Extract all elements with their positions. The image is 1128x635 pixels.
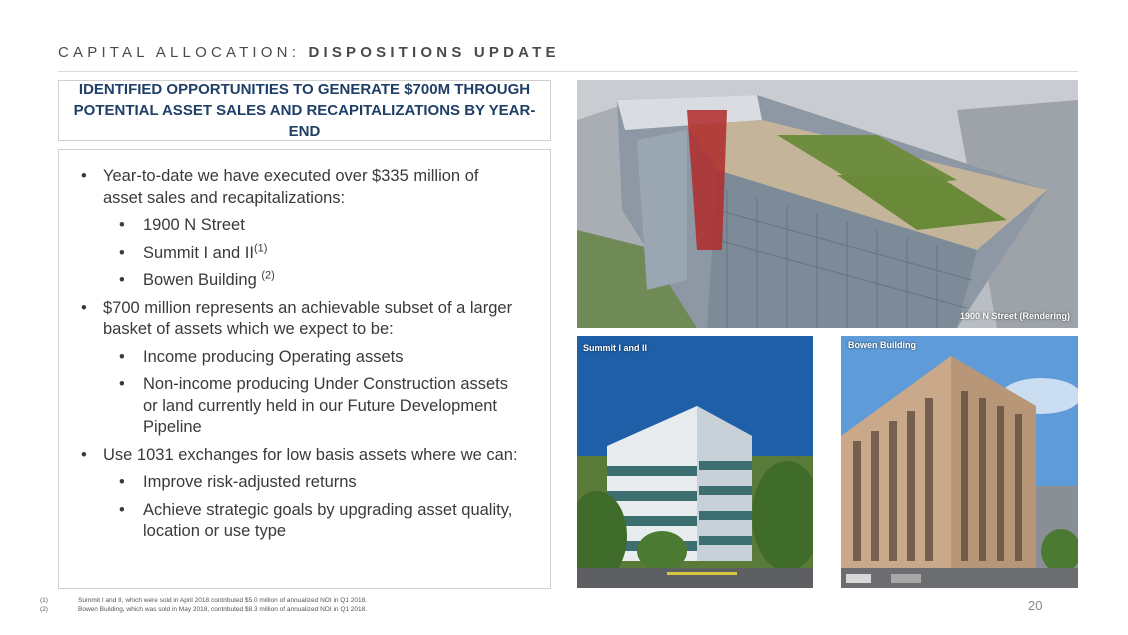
headline-text: IDENTIFIED OPPORTUNITIES TO GENERATE $700M THROUGH POTENTIAL ASSET SALES AND RECAPITALIZATIONS BY YEAR-END xyxy=(73,81,536,140)
bowen-building-image xyxy=(841,336,1078,588)
bullet-bowen-text: Bowen Building xyxy=(143,271,262,289)
footnote-1 xyxy=(40,596,367,605)
footnote-1-number: (1) xyxy=(40,597,48,604)
footnotes xyxy=(40,596,367,614)
footnote-2-text: Bowen Building, which was sold in May 2018, contributed $8.3 million of annualized NOI in Q1 2018. xyxy=(78,606,368,613)
caption-summit: Summit I and II xyxy=(583,343,648,353)
footnote-2-number: (2) xyxy=(40,606,48,613)
bullet-income-producing: • Income producing Operating assets xyxy=(81,347,521,369)
slide-title-prefix: CAPITAL ALLOCATION: xyxy=(58,44,309,61)
bullet-summit xyxy=(81,243,521,265)
bullet-1900-n-street: • 1900 N Street xyxy=(81,215,521,237)
slide-title xyxy=(58,44,560,61)
summit-building-image xyxy=(577,336,813,588)
bullet-list xyxy=(81,166,521,549)
bullet-risk-adjusted: • Improve risk-adjusted returns xyxy=(81,472,521,494)
bullet-bowen xyxy=(81,270,521,292)
footnote-2 xyxy=(40,605,367,614)
caption-bowen: Bowen Building xyxy=(848,340,916,350)
page-number: 20 xyxy=(1028,598,1043,613)
headline-box xyxy=(58,80,551,141)
bullet-strategic-goals: • Achieve strategic goals by upgrading asset quality, location or use type xyxy=(81,500,521,543)
footnote-ref-1: (1) xyxy=(253,242,268,254)
photo-summit xyxy=(577,336,813,588)
photo-bowen xyxy=(841,336,1078,588)
bullet-1031-exchanges: • Use 1031 exchanges for low basis assets where we can: xyxy=(81,445,521,467)
bullet-ytd-executed: • Year-to-date we have executed over $335 million of asset sales and recapitalizations: xyxy=(81,166,521,209)
bullet-non-income-producing: • Non-income producing Under Construction assets or land currently held in our Future Development Pipeline xyxy=(81,374,521,439)
footnote-1-text: Summit I and II, which were sold in April 2018 contributed $5.0 million of annualized NOI in Q1 2018. xyxy=(78,597,368,604)
bullets-box xyxy=(58,149,551,589)
footnote-ref-2: (2) xyxy=(261,269,275,282)
bullet-summit-text: Summit I and II xyxy=(143,243,254,262)
building-rendering-image xyxy=(577,80,1078,328)
photo-1900-n-street xyxy=(577,80,1078,328)
caption-1900-n-street: 1900 N Street (Rendering) xyxy=(960,311,1071,321)
slide-title-bold: DISPOSITIONS UPDATE xyxy=(308,44,560,61)
title-divider xyxy=(58,71,1078,72)
bullet-700-million: • $700 million represents an achievable subset of a larger basket of assets which we expect to be: xyxy=(81,298,521,341)
